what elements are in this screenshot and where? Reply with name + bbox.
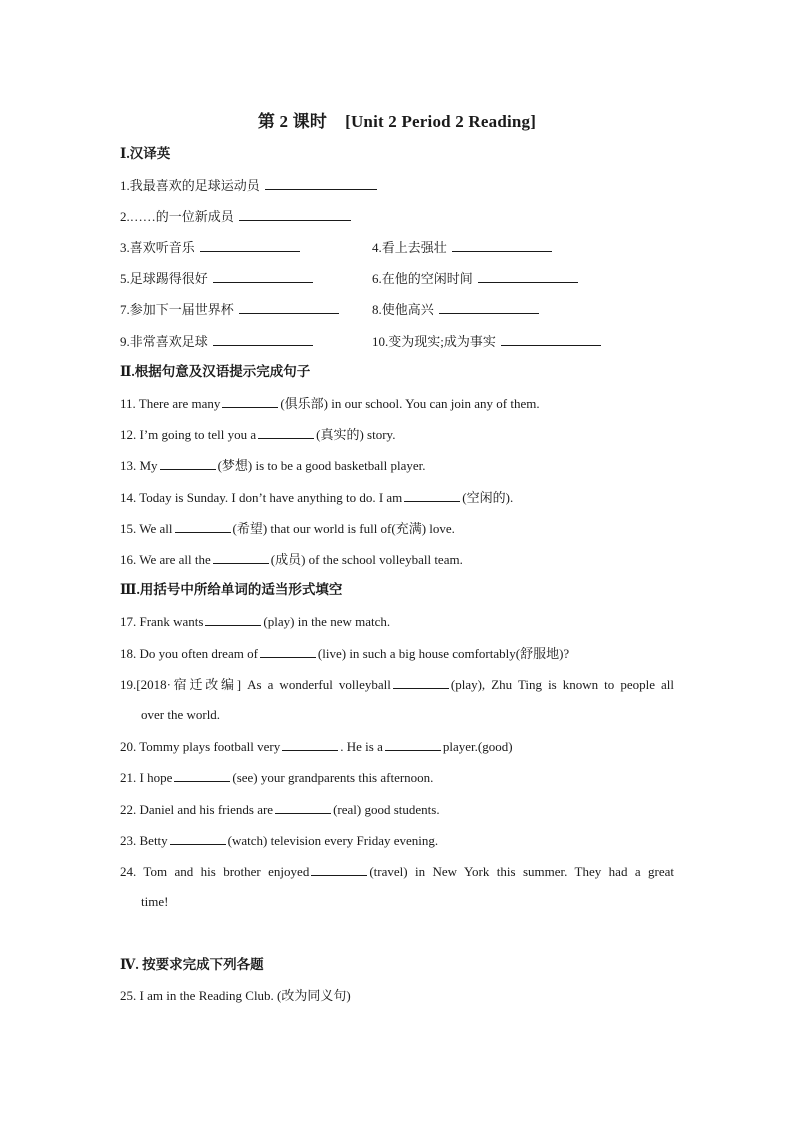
answer-blank[interactable] [213, 550, 269, 564]
question-20: 20. Tommy plays football very . He is a player.(good) [120, 739, 513, 754]
question-5: 5.足球踢得很好 [120, 269, 315, 288]
answer-blank[interactable] [205, 612, 261, 626]
question-12: 12. I’m going to tell you a (真实的) story. [120, 427, 396, 442]
answer-blank[interactable] [265, 176, 377, 190]
answer-blank[interactable] [239, 207, 351, 221]
answer-blank[interactable] [174, 768, 230, 782]
question-13: 13. My (梦想) is to be a good basketball player. [120, 458, 426, 473]
question-1: 1.我最喜欢的足球运动员 [120, 176, 379, 195]
answer-blank[interactable] [213, 332, 313, 346]
question-4: 4.看上去强壮 [372, 238, 554, 257]
answer-blank[interactable] [160, 456, 216, 470]
question-2: 2.……的一位新成员 [120, 207, 353, 226]
question-9: 9.非常喜欢足球 [120, 332, 315, 351]
answer-blank[interactable] [311, 862, 367, 876]
lesson-number: 第 2 课时 [257, 112, 328, 131]
question-24-continued: time! [141, 894, 169, 909]
question-19-continued: over the world. [141, 707, 221, 722]
question-7: 7.参加下一届世界杯 [120, 300, 341, 319]
answer-blank[interactable] [260, 644, 316, 658]
question-25: 25. I am in the Reading Club. (改为同义句) [120, 988, 351, 1003]
answer-blank[interactable] [213, 269, 313, 283]
question-11: 11. There are many (俱乐部) in our school. You can join any of them. [120, 396, 540, 411]
answer-blank[interactable] [200, 238, 300, 252]
question-21: 21. I hope (see) your grandparents this afternoon. [120, 770, 434, 785]
answer-blank[interactable] [452, 238, 552, 252]
section-1-heading: Ⅰ.汉译英 [120, 146, 171, 161]
answer-blank[interactable] [393, 675, 449, 689]
answer-blank[interactable] [175, 519, 231, 533]
answer-blank[interactable] [282, 737, 338, 751]
answer-blank[interactable] [439, 300, 539, 314]
question-16: 16. We are all the (成员) of the school volleyball team. [120, 552, 463, 567]
answer-blank[interactable] [222, 394, 278, 408]
question-18: 18. Do you often dream of (live) in such a big house comfortably(舒服地)? [120, 646, 570, 661]
question-17: 17. Frank wants (play) in the new match. [120, 614, 391, 629]
answer-blank[interactable] [239, 300, 339, 314]
question-22: 22. Daniel and his friends are (real) good students. [120, 802, 440, 817]
answer-blank[interactable] [170, 831, 226, 845]
answer-blank[interactable] [258, 425, 314, 439]
unit-title: [Unit 2 Period 2 Reading] [345, 112, 537, 131]
section-3-heading: Ⅲ.用括号中所给单词的适当形式填空 [120, 582, 343, 597]
question-19: 19.[2018·宿迁改编] As a wonderful volleyball (play), Zhu Ting is known to people all [120, 677, 674, 692]
question-8: 8.使他高兴 [372, 300, 541, 319]
answer-blank[interactable] [275, 800, 331, 814]
question-24: 24. Tom and his brother enjoyed (travel) in New York this summer. They had a great [120, 864, 675, 879]
page-title [0, 107, 794, 132]
answer-blank[interactable] [404, 488, 460, 502]
section-4-heading: Ⅳ. 按要求完成下列各题 [120, 957, 264, 972]
question-6: 6.在他的空闲时间 [372, 269, 580, 288]
question-23: 23. Betty (watch) television every Friday evening. [120, 833, 439, 848]
answer-blank[interactable] [478, 269, 578, 283]
answer-blank[interactable] [501, 332, 601, 346]
question-14: 14. Today is Sunday. I don’t have anything to do. I am (空闲的). [120, 490, 514, 505]
question-15: 15. We all (希望) that our world is full of(充满) love. [120, 521, 455, 536]
answer-blank[interactable] [385, 737, 441, 751]
section-2-heading: Ⅱ.根据句意及汉语提示完成句子 [120, 364, 311, 379]
question-10: 10.变为现实;成为事实 [372, 332, 603, 351]
question-3: 3.喜欢听音乐 [120, 238, 302, 257]
